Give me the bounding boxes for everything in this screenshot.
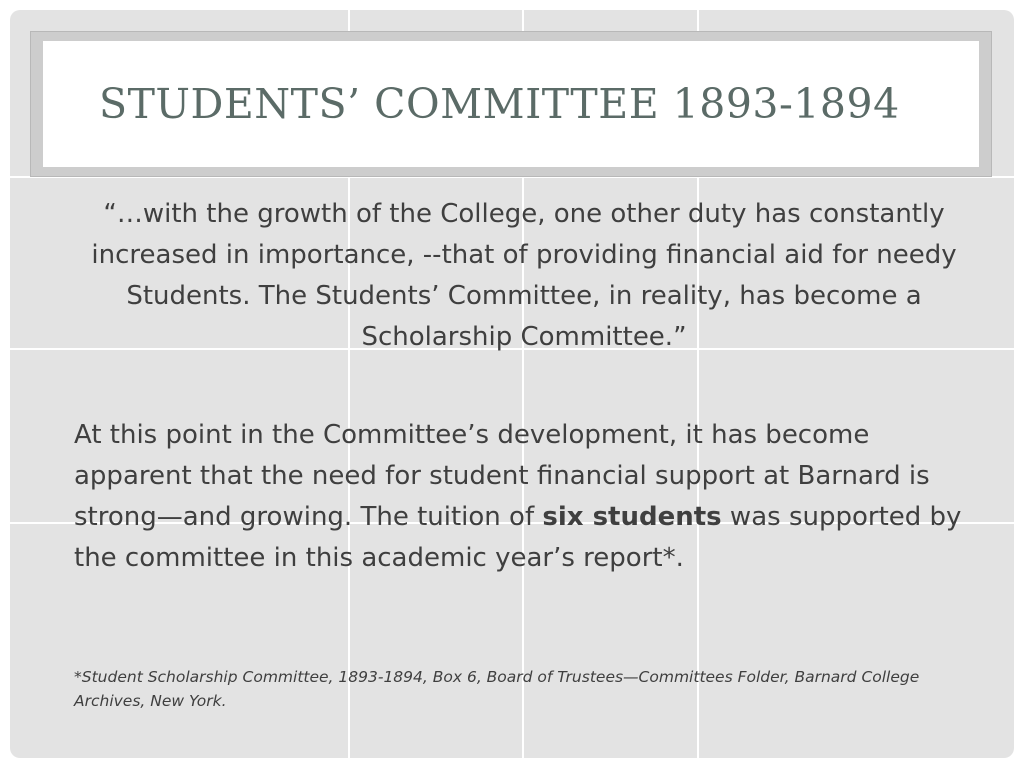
body-paragraph [74,415,974,579]
slide-title: STUDENTS’ COMMITTEE 1893-1894 [99,80,900,128]
body-text-end: was supported by the committee in this academic year’s report*. [74,502,962,573]
quote-paragraph: “…with the growth of the College, one other duty has constantly increased in importance, --that of providing financial aid for needy Students. The Students’ Committee, in reality, has become a Scholarship Committee.” [91,199,957,352]
emphasis-text: six students [542,502,722,532]
body-text-start: At this point in the Committee’s development, it has become apparent that the need for student financial support at Barnard is strong—and growing. The tuition of [74,420,930,532]
slide [10,10,1014,758]
title-box [43,41,979,167]
title-frame [30,31,992,177]
footnote: *Student Scholarship Committee, 1893-1894, Box 6, Board of Trustees—Committees Folder, Barnard College Archives, New York. [74,668,920,710]
